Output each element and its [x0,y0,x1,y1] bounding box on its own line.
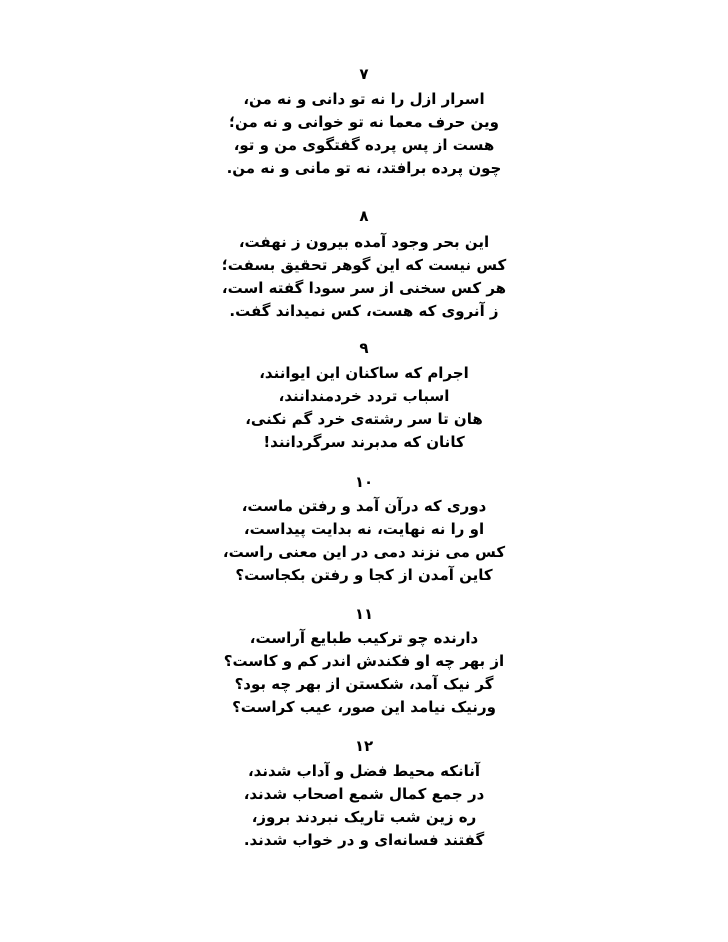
quatrain-number: ۱۲ [354,737,374,755]
verse-line: گفتند فسانه‌ای و در خواب شدند. [243,831,485,849]
verse-line: گر نیک آمد، شکستن از بهر چه بود؟ [234,675,494,693]
verse-line: هست از پس پرده گفتگوی من و تو، [233,136,495,154]
verse-line: کس می نزند دمی در این معنی راست، [222,543,506,561]
quatrain-number: ۱۱ [354,605,374,623]
verse-line: از بهر چه او فکندش اندر کم و کاست؟ [223,652,505,670]
verse-line: این بحر وجود آمده بیرون ز نهفت، [238,233,490,251]
verse-line: چون پرده برافتد، نه تو مانی و نه من. [226,159,502,177]
verse-line: در جمع کمال شمع اصحاب شدند، [243,785,485,803]
verse-line: هان تا سر رشته‌ی خرد گم نکنی، [245,410,483,428]
verse-line: کاین آمدن از کجا و رفتن بکجاست؟ [235,566,493,584]
verse-line: ز آنروی که هست، کس نمیداند گفت. [229,302,499,320]
verse-line: اسباب تردد خردمندانند، [278,387,450,405]
verse-line: وین حرف معما نه تو خوانی و نه من؛ [228,113,499,131]
quatrain-number: ۷ [359,65,369,83]
verse-line: دوری که درآن آمد و رفتن ماست، [241,497,487,515]
verse-line: کس نیست که این گوهر تحقیق بسفت؛ [221,256,507,274]
verse-line: او را نه نهایت، نه بدایت پیداست، [243,520,485,538]
quatrain-number: ۹ [359,339,369,357]
verse-line: کانان که مدبرند سرگردانند! [263,433,465,451]
quatrain-number: ۱۰ [354,473,374,491]
verse-line: دارنده چو ترکیب طبایع آراست، [249,629,479,647]
verse-line: آنانکه محیط فضل و آداب شدند، [247,762,481,780]
verse-line: اسرار ازل را نه تو دانی و نه من، [243,90,485,108]
verse-line: ورنیک نیامد این صور، عیب کراست؟ [232,698,496,716]
verse-line: هر کس سخنی از سر سودا گفته است، [221,279,507,297]
verse-line: اجرام که ساکنان این ایوانند، [259,364,469,382]
verse-line: ره زین شب تاریک نبردند بروز، [251,808,477,826]
quatrain-number: ۸ [359,207,369,225]
